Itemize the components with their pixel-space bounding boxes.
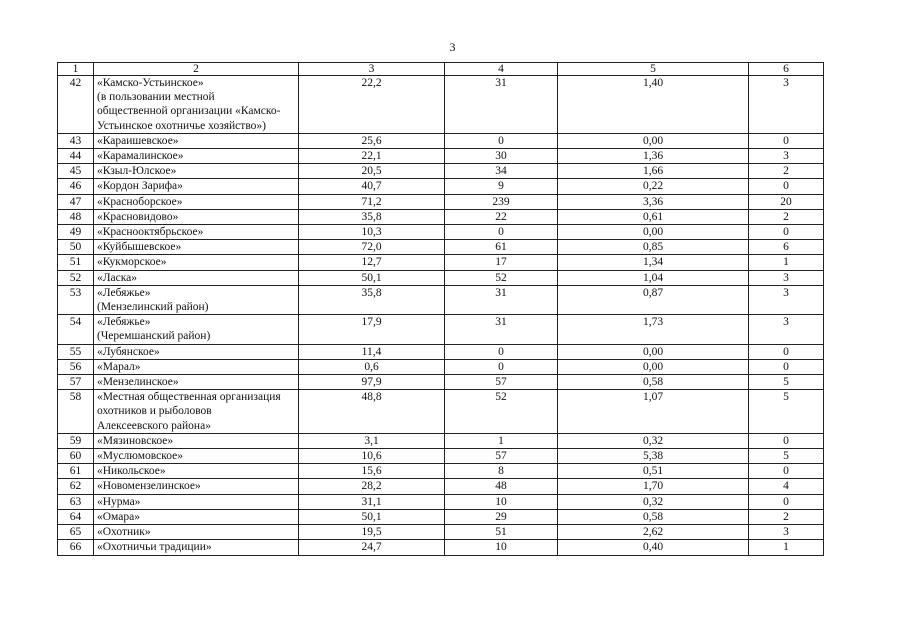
name-line: «Местная общественная организация — [97, 391, 281, 404]
column-6-value: 2 — [749, 209, 824, 224]
column-3-value: 10,6 — [299, 449, 445, 464]
column-6-value: 0 — [749, 133, 824, 148]
column-3-value: 71,2 — [299, 194, 445, 209]
row-number: 58 — [58, 390, 94, 434]
name-line: «Никольское» — [97, 465, 166, 478]
name-line: «Караишевское» — [97, 134, 179, 147]
column-5-value: 1,36 — [558, 149, 749, 164]
name-line: «Охотничьи традиции» — [97, 541, 212, 554]
column-6-value: 3 — [749, 315, 824, 344]
row-number: 54 — [58, 315, 94, 344]
name-line: (в пользовании местной — [97, 91, 215, 104]
row-number: 62 — [58, 479, 94, 494]
hunting-ground-name — [94, 240, 299, 255]
name-line: «Мязиновское» — [97, 434, 174, 447]
hunting-ground-name — [94, 344, 299, 359]
table-row — [58, 285, 824, 314]
row-number: 65 — [58, 525, 94, 540]
name-line: «Кзыл-Юлское» — [97, 165, 177, 178]
row-number: 42 — [58, 76, 94, 134]
hunting-ground-name — [94, 164, 299, 179]
column-3-value: 11,4 — [299, 344, 445, 359]
column-header-6: 6 — [749, 63, 824, 76]
hunting-ground-name — [94, 509, 299, 524]
column-header-3: 3 — [299, 63, 445, 76]
column-4-value: 52 — [445, 270, 558, 285]
column-4-value: 31 — [445, 315, 558, 344]
column-5-value: 1,70 — [558, 479, 749, 494]
table-row — [58, 344, 824, 359]
column-4-value: 30 — [445, 149, 558, 164]
row-number: 45 — [58, 164, 94, 179]
table-row — [58, 225, 824, 240]
column-4-value: 1 — [445, 433, 558, 448]
column-5-value: 0,00 — [558, 344, 749, 359]
hunting-ground-name — [94, 494, 299, 509]
hunting-ground-name — [94, 179, 299, 194]
name-line: «Нурма» — [97, 495, 141, 508]
hunting-ground-name — [94, 194, 299, 209]
table-row — [58, 255, 824, 270]
table-row — [58, 540, 824, 555]
column-6-value: 3 — [749, 149, 824, 164]
column-5-value: 1,34 — [558, 255, 749, 270]
name-line: общественной организации «Камско- — [97, 105, 281, 118]
column-5-value: 1,73 — [558, 315, 749, 344]
column-5-value: 0,85 — [558, 240, 749, 255]
hunting-ground-name — [94, 209, 299, 224]
hunting-ground-name — [94, 149, 299, 164]
column-3-value: 25,6 — [299, 133, 445, 148]
hunting-ground-name — [94, 359, 299, 374]
column-6-value: 1 — [749, 255, 824, 270]
column-4-value: 9 — [445, 179, 558, 194]
name-line: «Ласка» — [97, 271, 138, 284]
table-row — [58, 390, 824, 434]
table-row — [58, 149, 824, 164]
table-row — [58, 479, 824, 494]
table-row — [58, 375, 824, 390]
name-line: «Муслюмовское» — [97, 450, 183, 463]
hunting-ground-name — [94, 225, 299, 240]
table-row — [58, 270, 824, 285]
column-5-value: 0,00 — [558, 225, 749, 240]
column-5-value: 0,87 — [558, 285, 749, 314]
column-4-value: 22 — [445, 209, 558, 224]
name-line: «Марал» — [97, 360, 141, 373]
column-3-value: 3,1 — [299, 433, 445, 448]
row-number: 55 — [58, 344, 94, 359]
column-4-value: 51 — [445, 525, 558, 540]
column-3-value: 40,7 — [299, 179, 445, 194]
hunting-ground-name — [94, 479, 299, 494]
column-3-value: 10,3 — [299, 225, 445, 240]
column-6-value: 0 — [749, 179, 824, 194]
column-6-value: 0 — [749, 464, 824, 479]
column-6-value: 2 — [749, 509, 824, 524]
column-6-value: 5 — [749, 390, 824, 434]
column-3-value: 50,1 — [299, 270, 445, 285]
row-number: 63 — [58, 494, 94, 509]
row-number: 46 — [58, 179, 94, 194]
name-line: «Краснооктябрьское» — [97, 226, 204, 239]
table-row — [58, 509, 824, 524]
hunting-ground-name — [94, 285, 299, 314]
table-row — [58, 315, 824, 344]
hunting-ground-name — [94, 133, 299, 148]
name-line: Алексеевского района» — [97, 419, 211, 432]
row-number: 51 — [58, 255, 94, 270]
name-line: (Черемшанский район) — [97, 330, 211, 343]
column-6-value: 0 — [749, 494, 824, 509]
column-header-4: 4 — [445, 63, 558, 76]
column-4-value: 17 — [445, 255, 558, 270]
column-4-value: 0 — [445, 225, 558, 240]
column-3-value: 35,8 — [299, 209, 445, 224]
column-header-1: 1 — [58, 63, 94, 76]
column-3-value: 12,7 — [299, 255, 445, 270]
page-number: 3 — [449, 40, 456, 54]
column-6-value: 5 — [749, 375, 824, 390]
name-line: «Красновидово» — [97, 210, 179, 223]
column-5-value: 1,07 — [558, 390, 749, 434]
hunting-ground-name — [94, 525, 299, 540]
hunting-ground-name — [94, 464, 299, 479]
column-5-value: 3,36 — [558, 194, 749, 209]
table-row — [58, 433, 824, 448]
hunting-ground-name — [94, 270, 299, 285]
row-number: 57 — [58, 375, 94, 390]
column-5-value: 0,58 — [558, 509, 749, 524]
column-5-value: 0,00 — [558, 133, 749, 148]
column-6-value: 0 — [749, 344, 824, 359]
column-6-value: 4 — [749, 479, 824, 494]
table-row — [58, 209, 824, 224]
table-row — [58, 525, 824, 540]
column-5-value: 5,38 — [558, 449, 749, 464]
column-5-value: 0,51 — [558, 464, 749, 479]
column-4-value: 57 — [445, 375, 558, 390]
table-row — [58, 164, 824, 179]
column-6-value: 0 — [749, 359, 824, 374]
column-5-value: 0,22 — [558, 179, 749, 194]
hunting-ground-name — [94, 449, 299, 464]
name-line: «Лебяжье» — [97, 316, 151, 329]
column-5-value: 0,58 — [558, 375, 749, 390]
column-3-value: 35,8 — [299, 285, 445, 314]
table-row — [58, 240, 824, 255]
name-line: «Охотник» — [97, 526, 151, 539]
column-4-value: 61 — [445, 240, 558, 255]
row-number: 49 — [58, 225, 94, 240]
name-line: (Мензелинский район) — [97, 301, 209, 314]
column-4-value: 0 — [445, 359, 558, 374]
row-number: 50 — [58, 240, 94, 255]
column-5-value: 1,66 — [558, 164, 749, 179]
column-6-value: 3 — [749, 285, 824, 314]
column-3-value: 48,8 — [299, 390, 445, 434]
column-6-value: 0 — [749, 433, 824, 448]
column-5-value: 0,61 — [558, 209, 749, 224]
column-4-value: 52 — [445, 390, 558, 434]
column-3-value: 17,9 — [299, 315, 445, 344]
hunting-ground-name — [94, 390, 299, 434]
table-body — [58, 63, 824, 556]
column-4-value: 57 — [445, 449, 558, 464]
column-header-2: 2 — [94, 63, 299, 76]
hunting-ground-name — [94, 76, 299, 134]
table-row — [58, 464, 824, 479]
row-number: 47 — [58, 194, 94, 209]
row-number: 44 — [58, 149, 94, 164]
row-number: 66 — [58, 540, 94, 555]
column-5-value: 2,62 — [558, 525, 749, 540]
column-4-value: 10 — [445, 494, 558, 509]
hunting-ground-name — [94, 540, 299, 555]
column-3-value: 31,1 — [299, 494, 445, 509]
column-6-value: 5 — [749, 449, 824, 464]
column-4-value: 0 — [445, 344, 558, 359]
name-line: «Кукморское» — [97, 256, 167, 269]
column-4-value: 239 — [445, 194, 558, 209]
column-3-value: 22,1 — [299, 149, 445, 164]
column-5-value: 0,00 — [558, 359, 749, 374]
column-6-value: 3 — [749, 270, 824, 285]
table-row — [58, 76, 824, 134]
table-row — [58, 449, 824, 464]
hunting-grounds-table — [57, 62, 824, 556]
row-number: 59 — [58, 433, 94, 448]
column-5-value: 1,40 — [558, 76, 749, 134]
name-line: «Лубянское» — [97, 345, 160, 358]
column-4-value: 31 — [445, 285, 558, 314]
column-3-value: 0,6 — [299, 359, 445, 374]
name-line: «Камско-Устьинское» — [97, 77, 204, 89]
column-6-value: 1 — [749, 540, 824, 555]
name-line: «Мензелинское» — [97, 376, 179, 389]
column-6-value: 20 — [749, 194, 824, 209]
column-4-value: 31 — [445, 76, 558, 134]
row-number: 61 — [58, 464, 94, 479]
hunting-ground-name — [94, 255, 299, 270]
column-6-value: 0 — [749, 225, 824, 240]
row-number: 52 — [58, 270, 94, 285]
table-row — [58, 359, 824, 374]
hunting-ground-name — [94, 315, 299, 344]
name-line: «Куйбышевское» — [97, 241, 182, 254]
column-4-value: 34 — [445, 164, 558, 179]
column-3-value: 15,6 — [299, 464, 445, 479]
column-header-5: 5 — [558, 63, 749, 76]
table-row — [58, 133, 824, 148]
table-row — [58, 194, 824, 209]
column-5-value: 1,04 — [558, 270, 749, 285]
name-line: «Красноборское» — [97, 195, 183, 208]
column-4-value: 0 — [445, 133, 558, 148]
row-number: 56 — [58, 359, 94, 374]
column-3-value: 97,9 — [299, 375, 445, 390]
name-line: «Лебяжье» — [97, 286, 151, 299]
name-line: «Новомензелинское» — [97, 480, 201, 493]
column-5-value: 0,32 — [558, 494, 749, 509]
column-6-value: 6 — [749, 240, 824, 255]
column-3-value: 24,7 — [299, 540, 445, 555]
row-number: 60 — [58, 449, 94, 464]
column-6-value: 2 — [749, 164, 824, 179]
name-line: охотников и рыболовов — [97, 405, 212, 418]
row-number: 43 — [58, 133, 94, 148]
table-row — [58, 179, 824, 194]
column-4-value: 8 — [445, 464, 558, 479]
column-3-value: 19,5 — [299, 525, 445, 540]
row-number: 64 — [58, 509, 94, 524]
column-3-value: 22,2 — [299, 76, 445, 134]
column-4-value: 29 — [445, 509, 558, 524]
column-6-value: 3 — [749, 525, 824, 540]
name-line: Устьинское охотничье хозяйство») — [97, 119, 266, 132]
column-4-value: 10 — [445, 540, 558, 555]
column-3-value: 50,1 — [299, 509, 445, 524]
column-6-value: 3 — [749, 76, 824, 134]
hunting-ground-name — [94, 433, 299, 448]
row-number: 53 — [58, 285, 94, 314]
column-3-value: 20,5 — [299, 164, 445, 179]
row-number: 48 — [58, 209, 94, 224]
column-3-value: 72,0 — [299, 240, 445, 255]
column-5-value: 0,40 — [558, 540, 749, 555]
column-4-value: 48 — [445, 479, 558, 494]
column-5-value: 0,32 — [558, 433, 749, 448]
table-header-row — [58, 63, 824, 76]
name-line: «Омара» — [97, 510, 140, 523]
name-line: «Кордон Зарифа» — [97, 180, 183, 193]
hunting-ground-name — [94, 375, 299, 390]
name-line: «Карамалинское» — [97, 150, 184, 163]
column-3-value: 28,2 — [299, 479, 445, 494]
table-row — [58, 494, 824, 509]
